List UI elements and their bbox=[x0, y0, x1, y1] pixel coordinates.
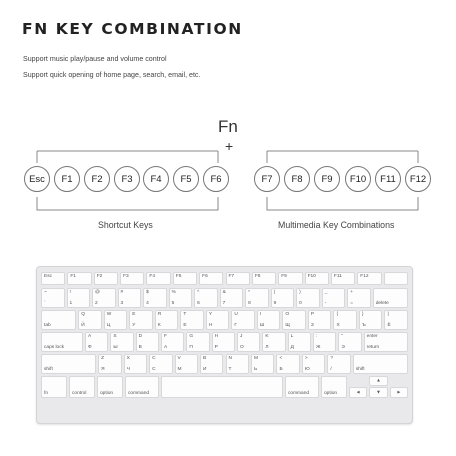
multimedia-keys-label: Multimedia Key Combinations bbox=[278, 220, 395, 230]
kb-key-row0-2: F2 bbox=[94, 272, 118, 285]
kb-key-row4-4: V М bbox=[175, 354, 198, 374]
kb-key-row1-9: ( 9 bbox=[271, 288, 295, 308]
kb-key-row3-6: H Р bbox=[212, 332, 235, 352]
kb-key-row4-9: > Ю bbox=[302, 354, 325, 374]
kb-key-row5-1: control bbox=[69, 376, 95, 398]
shortcut-bottom-bracket bbox=[37, 197, 218, 210]
kb-key-row4-10: ? / bbox=[327, 354, 350, 374]
kb-key-row5-6: option bbox=[321, 376, 347, 398]
key-circle-f10: F10 bbox=[345, 166, 371, 192]
kb-key-row4-2: X Ч bbox=[124, 354, 147, 374]
key-circle-f11: F11 bbox=[375, 166, 401, 192]
kb-key-row0-9: F9 bbox=[278, 272, 302, 285]
kb-key-row1-0: ~ ` bbox=[41, 288, 65, 308]
kb-key-row5-3: command bbox=[125, 376, 159, 398]
kb-key-row5-4 bbox=[161, 376, 283, 398]
key-circle-esc: Esc bbox=[24, 166, 50, 192]
kb-key-row1-2: @ 2 bbox=[92, 288, 116, 308]
page-title: FN KEY COMBINATION bbox=[22, 20, 243, 38]
kb-key-row3-1: A Ф bbox=[85, 332, 108, 352]
kb-key-row1-1: ! 1 bbox=[67, 288, 91, 308]
kb-key-row3-0: caps lock bbox=[41, 332, 83, 352]
kb-key-row0-4: F4 bbox=[146, 272, 170, 285]
kb-key-row1-11: _ - bbox=[322, 288, 346, 308]
kb-key-row0-1: F1 bbox=[67, 272, 91, 285]
kb-key-row0-0: Esc bbox=[41, 272, 65, 285]
kb-key-row4-11: shift bbox=[353, 354, 408, 374]
kb-key-row2-10: P З bbox=[308, 310, 332, 330]
kb-key-arrow-left: ◄ bbox=[349, 387, 367, 398]
kb-key-row5-5: command bbox=[285, 376, 319, 398]
kb-key-row0-8: F8 bbox=[252, 272, 276, 285]
kb-key-row2-12: } Ъ bbox=[359, 310, 383, 330]
key-circle-f8: F8 bbox=[284, 166, 310, 192]
key-circle-f2: F2 bbox=[84, 166, 110, 192]
kb-key-row4-1: Z Я bbox=[98, 354, 121, 374]
kb-key-arrow-right: ► bbox=[390, 387, 408, 398]
kb-key-row4-7: M Ь bbox=[251, 354, 274, 374]
kb-key-row1-13: delete bbox=[373, 288, 408, 308]
kb-key-row2-0: tab bbox=[41, 310, 76, 330]
kb-key-row2-2: W Ц bbox=[104, 310, 128, 330]
kb-key-row3-3: D В bbox=[136, 332, 159, 352]
kb-key-arrow-up: ▲ bbox=[369, 376, 387, 386]
kb-key-row2-13: | Ё bbox=[384, 310, 408, 330]
kb-key-row3-11: " Э bbox=[338, 332, 361, 352]
multimedia-top-bracket bbox=[267, 151, 418, 163]
kb-key-row1-10: ) 0 bbox=[296, 288, 320, 308]
kb-key-row0-7: F7 bbox=[226, 272, 250, 285]
kb-key-row4-6: N Т bbox=[226, 354, 249, 374]
kb-key-row3-9: L Д bbox=[288, 332, 311, 352]
kb-key-row2-5: T Е bbox=[180, 310, 204, 330]
kb-key-row0-10: F10 bbox=[305, 272, 329, 285]
kb-key-row1-12: + = bbox=[347, 288, 371, 308]
feature-line-1: Support music play/pause and volume control bbox=[23, 55, 167, 63]
key-circle-f4: F4 bbox=[143, 166, 169, 192]
plus-sign: + bbox=[225, 138, 234, 154]
kb-key-row0-13 bbox=[384, 272, 408, 285]
shortcut-top-bracket bbox=[37, 151, 218, 163]
kb-key-row4-8: < Б bbox=[276, 354, 299, 374]
feature-line-2: Support quick opening of home page, search, email, etc. bbox=[23, 71, 201, 79]
key-circle-f5: F5 bbox=[173, 166, 199, 192]
kb-key-row0-12: F12 bbox=[357, 272, 381, 285]
key-circle-f7: F7 bbox=[254, 166, 280, 192]
kb-key-row2-8: I Ш bbox=[257, 310, 281, 330]
kb-key-row5-0: fn bbox=[41, 376, 67, 398]
kb-key-row2-11: { Х bbox=[333, 310, 357, 330]
key-circle-f1: F1 bbox=[54, 166, 80, 192]
kb-key-row2-1: Q Й bbox=[78, 310, 102, 330]
key-circle-f9: F9 bbox=[314, 166, 340, 192]
key-circle-f12: F12 bbox=[405, 166, 431, 192]
kb-key-row3-10: : Ж bbox=[313, 332, 336, 352]
kb-key-row1-4: $ 4 bbox=[143, 288, 167, 308]
kb-key-row1-8: * 8 bbox=[245, 288, 269, 308]
kb-key-row4-5: B И bbox=[200, 354, 223, 374]
shortcut-keys-label: Shortcut Keys bbox=[98, 220, 153, 230]
kb-key-row0-11: F11 bbox=[331, 272, 355, 285]
kb-key-row5-2: option bbox=[97, 376, 123, 398]
kb-key-row2-4: R К bbox=[155, 310, 179, 330]
kb-key-row1-7: & 7 bbox=[220, 288, 244, 308]
kb-key-row4-0: shift bbox=[41, 354, 96, 374]
fn-label: Fn bbox=[218, 117, 238, 136]
kb-key-row3-4: F А bbox=[161, 332, 184, 352]
kb-key-row3-5: G П bbox=[186, 332, 209, 352]
kb-key-row2-7: U Г bbox=[231, 310, 255, 330]
kb-key-row1-5: % 5 bbox=[169, 288, 193, 308]
kb-key-row3-7: J О bbox=[237, 332, 260, 352]
kb-key-row2-6: Y Н bbox=[206, 310, 230, 330]
kb-key-row3-2: S Ы bbox=[110, 332, 133, 352]
keyboard-image bbox=[36, 266, 413, 424]
key-circle-f3: F3 bbox=[114, 166, 140, 192]
kb-key-arrow-down: ▼ bbox=[369, 387, 387, 398]
kb-key-row2-3: E У bbox=[129, 310, 153, 330]
kb-key-row2-9: O Щ bbox=[282, 310, 306, 330]
kb-key-row1-6: ^ 6 bbox=[194, 288, 218, 308]
kb-key-row4-3: C С bbox=[149, 354, 172, 374]
kb-key-row0-3: F3 bbox=[120, 272, 144, 285]
kb-key-row0-5: F5 bbox=[173, 272, 197, 285]
kb-key-row0-6: F6 bbox=[199, 272, 223, 285]
kb-key-row3-12: enter return bbox=[364, 332, 408, 352]
kb-key-row1-3: # 3 bbox=[118, 288, 142, 308]
multimedia-bottom-bracket bbox=[267, 197, 418, 210]
key-circle-f6: F6 bbox=[203, 166, 229, 192]
kb-key-row3-8: K Л bbox=[262, 332, 285, 352]
